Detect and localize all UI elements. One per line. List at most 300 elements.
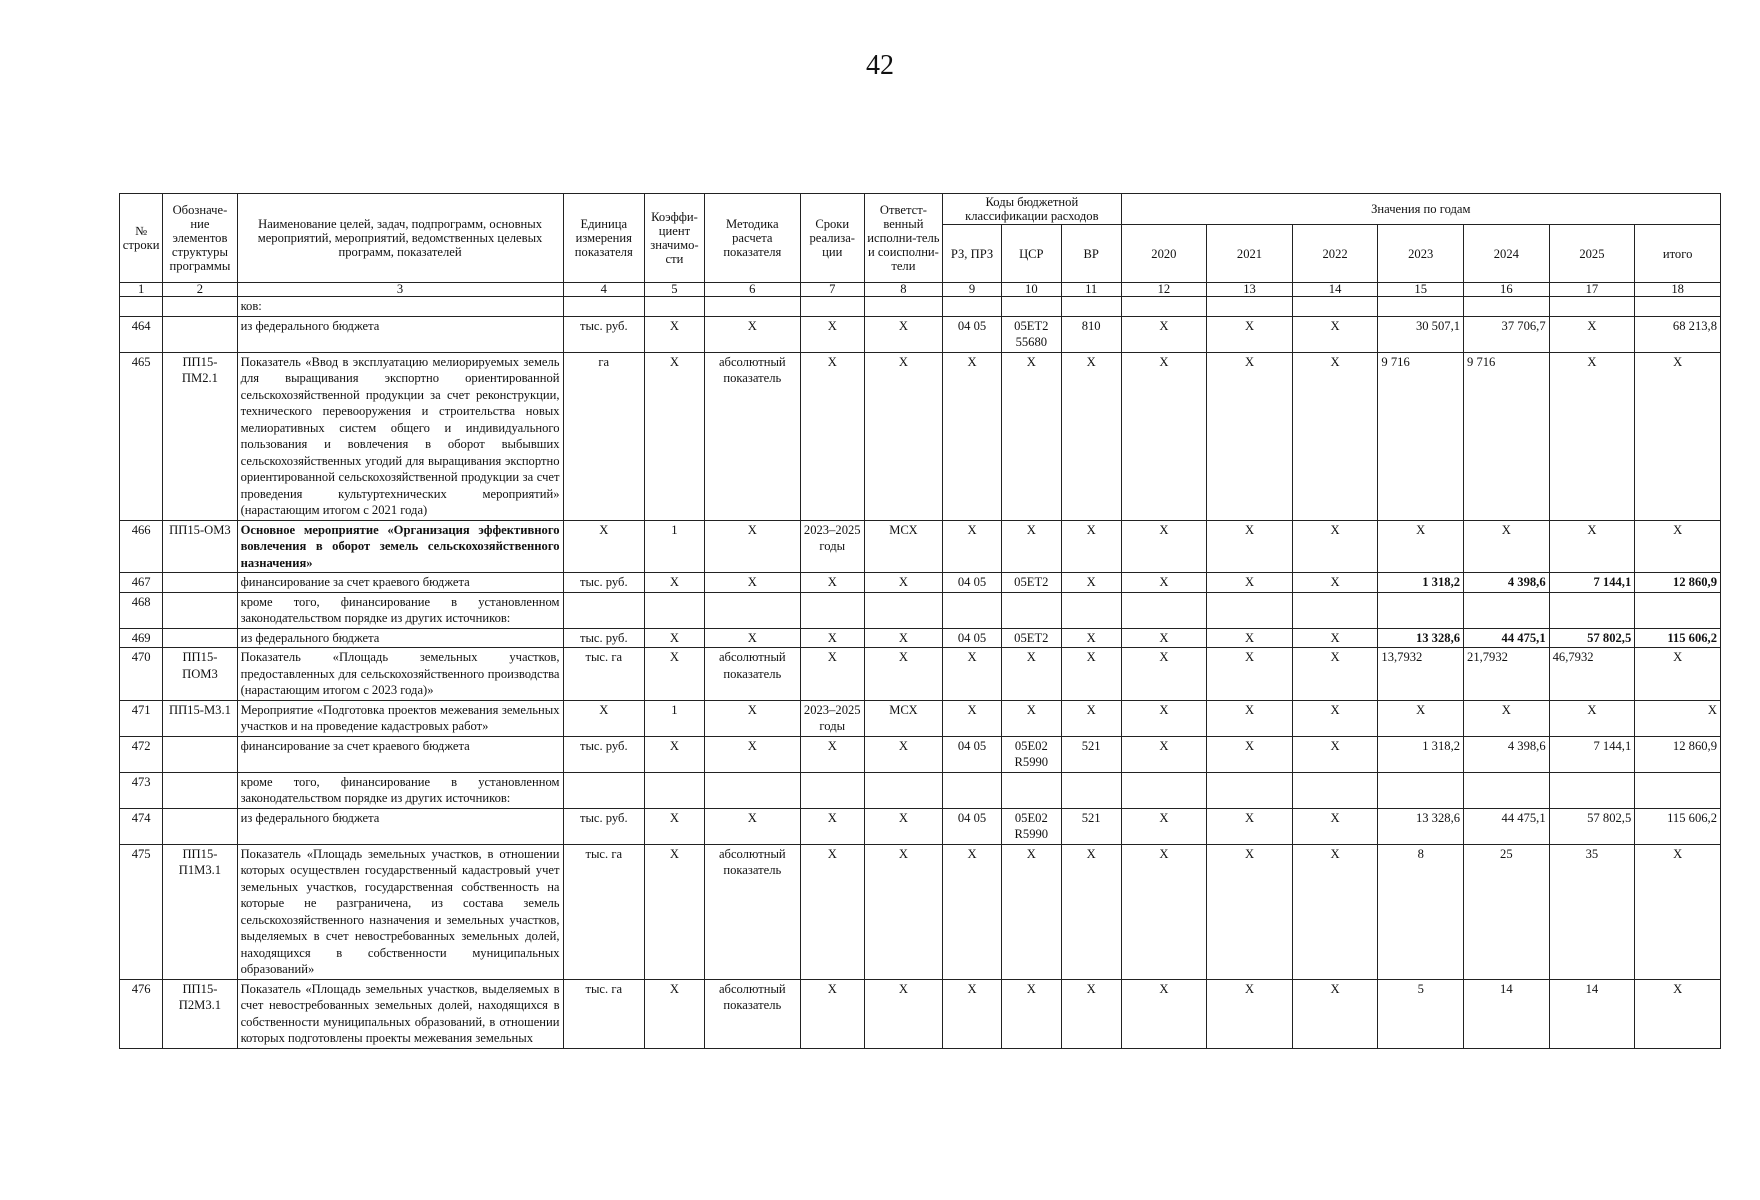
header-year: 2022 (1292, 225, 1378, 283)
cell-coefficient (645, 772, 705, 808)
column-number: 2 (163, 283, 237, 297)
cell-designation: ПП15-П2М3.1 (163, 979, 237, 1048)
cell-method: Х (704, 628, 800, 648)
cell-vr-code: Х (1061, 520, 1121, 573)
table-row (120, 297, 1721, 317)
cell-value-2020: Х (1121, 352, 1207, 520)
cell-unit: га (563, 352, 644, 520)
cell-item-name: кроме того, финансирование в установленном законодательством порядке из других источников: (237, 772, 563, 808)
column-numbers-row (120, 283, 1721, 297)
cell-value-2023: 13,7932 (1378, 648, 1464, 701)
cell-csr-code: 05Е02 R5990 (1001, 808, 1061, 844)
table-row (120, 700, 1721, 736)
cell-unit: тыс. руб. (563, 736, 644, 772)
cell-value-2021: Х (1207, 520, 1293, 573)
cell-vr-code: 521 (1061, 808, 1121, 844)
cell-value-2025 (1549, 772, 1635, 808)
cell-value-2024: 25 (1464, 844, 1550, 979)
cell-method: абсолютный показатель (704, 648, 800, 701)
cell-value-2025 (1549, 592, 1635, 628)
cell-row-number: 468 (120, 592, 163, 628)
header-unit: Единица измерения показателя (563, 194, 644, 283)
cell-item-name: Показатель «Ввод в эксплуатацию мелиорируемых земель для выращивания экспортно ориентированной сельскохозяйственной продукции за счет реконструкции, технического перевооружения и строительства новых мелиоративных систем общего и индивидуального пользования и вовлечения в оборот выбывших сельскохозяйственных угодий для выращивания экспортно ориентированной сельскохозяйственной продукции за счет проведения культуртехнических мероприятий» (нарастающим итогом с 2021 года) (237, 352, 563, 520)
cell-unit: тыс. руб. (563, 573, 644, 593)
cell-method: абсолютный показатель (704, 352, 800, 520)
cell-terms (800, 772, 864, 808)
cell-value-2023: 1 318,2 (1378, 736, 1464, 772)
header-year: 2024 (1464, 225, 1550, 283)
cell-value-2021 (1207, 297, 1293, 317)
cell-value-2021 (1207, 592, 1293, 628)
cell-rz-prz-code: 04 05 (943, 573, 1002, 593)
table-row (120, 808, 1721, 844)
cell-item-name: из федерального бюджета (237, 628, 563, 648)
cell-value-2025: Х (1549, 352, 1635, 520)
cell-value-total: Х (1635, 648, 1721, 701)
cell-item-name: финансирование за счет краевого бюджета (237, 573, 563, 593)
cell-value-2020: Х (1121, 520, 1207, 573)
cell-designation (163, 808, 237, 844)
cell-vr-code: Х (1061, 573, 1121, 593)
cell-row-number: 474 (120, 808, 163, 844)
cell-value-2025: 57 802,5 (1549, 808, 1635, 844)
column-number: 5 (645, 283, 705, 297)
header-rz-prz: РЗ, ПРЗ (943, 225, 1002, 283)
cell-rz-prz-code: Х (943, 700, 1002, 736)
cell-value-2021: Х (1207, 844, 1293, 979)
header-total: итого (1635, 225, 1721, 283)
cell-value-2023: 13 328,6 (1378, 808, 1464, 844)
cell-value-total (1635, 297, 1721, 317)
cell-rz-prz-code: 04 05 (943, 736, 1002, 772)
cell-coefficient: Х (645, 808, 705, 844)
cell-csr-code: Х (1001, 648, 1061, 701)
cell-row-number: 470 (120, 648, 163, 701)
cell-value-2025: 7 144,1 (1549, 736, 1635, 772)
cell-value-2025: Х (1549, 700, 1635, 736)
cell-value-2020: Х (1121, 808, 1207, 844)
cell-value-2023: 8 (1378, 844, 1464, 979)
cell-value-2022 (1292, 297, 1378, 317)
cell-value-2021: Х (1207, 648, 1293, 701)
cell-vr-code (1061, 592, 1121, 628)
header-row-no: № строки (120, 194, 163, 283)
cell-value-2020: Х (1121, 700, 1207, 736)
cell-coefficient: Х (645, 573, 705, 593)
cell-coefficient: Х (645, 628, 705, 648)
cell-value-2022: Х (1292, 520, 1378, 573)
cell-executor: Х (864, 736, 942, 772)
cell-executor: Х (864, 808, 942, 844)
cell-value-total: 68 213,8 (1635, 316, 1721, 352)
cell-csr-code: 05ЕТ2 (1001, 628, 1061, 648)
cell-rz-prz-code: Х (943, 352, 1002, 520)
cell-executor: МСХ (864, 700, 942, 736)
cell-value-total: Х (1635, 352, 1721, 520)
cell-terms: Х (800, 316, 864, 352)
cell-value-2025: 57 802,5 (1549, 628, 1635, 648)
cell-value-2024 (1464, 297, 1550, 317)
cell-csr-code (1001, 592, 1061, 628)
cell-value-total: 115 606,2 (1635, 808, 1721, 844)
table-row (120, 844, 1721, 979)
table-body (120, 297, 1721, 1049)
cell-value-2023 (1378, 772, 1464, 808)
cell-value-2020 (1121, 772, 1207, 808)
cell-rz-prz-code: Х (943, 520, 1002, 573)
cell-value-2025: 35 (1549, 844, 1635, 979)
table-row (120, 979, 1721, 1048)
cell-value-2023: Х (1378, 700, 1464, 736)
cell-value-total: Х (1635, 844, 1721, 979)
cell-rz-prz-code: 04 05 (943, 316, 1002, 352)
cell-value-2023: 30 507,1 (1378, 316, 1464, 352)
cell-value-2024: Х (1464, 520, 1550, 573)
header-name: Наименование целей, задач, подпрограмм, основных мероприятий, мероприятий, ведомственных целевых программ, показателей (237, 194, 563, 283)
cell-csr-code: 05Е02 R5990 (1001, 736, 1061, 772)
cell-value-2024: 44 475,1 (1464, 808, 1550, 844)
cell-value-2022: Х (1292, 352, 1378, 520)
cell-unit: тыс. га (563, 979, 644, 1048)
cell-terms: 2023–2025 годы (800, 700, 864, 736)
cell-rz-prz-code (943, 297, 1002, 317)
column-number: 8 (864, 283, 942, 297)
cell-vr-code: Х (1061, 979, 1121, 1048)
cell-value-2020: Х (1121, 628, 1207, 648)
header-year: 2020 (1121, 225, 1207, 283)
cell-terms: Х (800, 352, 864, 520)
column-number: 18 (1635, 283, 1721, 297)
column-number: 15 (1378, 283, 1464, 297)
cell-value-2020: Х (1121, 844, 1207, 979)
cell-coefficient: Х (645, 844, 705, 979)
cell-designation (163, 736, 237, 772)
cell-designation (163, 297, 237, 317)
header-year: 2021 (1207, 225, 1293, 283)
cell-executor (864, 592, 942, 628)
cell-value-2022: Х (1292, 628, 1378, 648)
cell-row-number: 473 (120, 772, 163, 808)
cell-value-2025: 14 (1549, 979, 1635, 1048)
cell-value-total: Х (1635, 979, 1721, 1048)
cell-method: Х (704, 736, 800, 772)
cell-vr-code: Х (1061, 844, 1121, 979)
cell-terms: Х (800, 648, 864, 701)
cell-rz-prz-code: Х (943, 844, 1002, 979)
cell-unit (563, 297, 644, 317)
header-year: 2025 (1549, 225, 1635, 283)
cell-row-number: 465 (120, 352, 163, 520)
cell-coefficient (645, 592, 705, 628)
table-row (120, 736, 1721, 772)
cell-unit: тыс. га (563, 844, 644, 979)
cell-value-total: Х (1635, 700, 1721, 736)
cell-value-2024: 9 716 (1464, 352, 1550, 520)
cell-coefficient: 1 (645, 700, 705, 736)
cell-value-2022 (1292, 592, 1378, 628)
cell-value-2021 (1207, 772, 1293, 808)
cell-row-number: 466 (120, 520, 163, 573)
cell-value-2024: 21,7932 (1464, 648, 1550, 701)
cell-method: Х (704, 573, 800, 593)
cell-unit (563, 772, 644, 808)
cell-value-2023 (1378, 297, 1464, 317)
cell-value-2024: 14 (1464, 979, 1550, 1048)
cell-value-2025: Х (1549, 520, 1635, 573)
cell-value-total: 115 606,2 (1635, 628, 1721, 648)
cell-unit: тыс. руб. (563, 316, 644, 352)
column-number: 11 (1061, 283, 1121, 297)
cell-value-2020: Х (1121, 979, 1207, 1048)
header-year: 2023 (1378, 225, 1464, 283)
cell-value-2023: 13 328,6 (1378, 628, 1464, 648)
cell-vr-code: 810 (1061, 316, 1121, 352)
cell-value-2022: Х (1292, 573, 1378, 593)
cell-item-name: кроме того, финансирование в установленном законодательством порядке из других источников: (237, 592, 563, 628)
cell-csr-code (1001, 297, 1061, 317)
cell-item-name: Показатель «Площадь земельных участков, предоставленных для сельскохозяйственного производства (нарастающим итогом с 2023 года)» (237, 648, 563, 701)
cell-terms: Х (800, 573, 864, 593)
cell-row-number (120, 297, 163, 317)
cell-value-2023: 5 (1378, 979, 1464, 1048)
cell-item-name: Основное мероприятие «Организация эффективного вовлечения в оборот земель сельскохозяйственного назначения» (237, 520, 563, 573)
cell-method (704, 592, 800, 628)
cell-executor: Х (864, 979, 942, 1048)
cell-value-total (1635, 772, 1721, 808)
cell-value-2025: 7 144,1 (1549, 573, 1635, 593)
cell-unit: Х (563, 700, 644, 736)
cell-csr-code: 05ЕТ2 (1001, 573, 1061, 593)
header-terms: Сроки реализа-ции (800, 194, 864, 283)
cell-row-number: 472 (120, 736, 163, 772)
cell-value-2021: Х (1207, 700, 1293, 736)
cell-csr-code: 05ЕТ2 55680 (1001, 316, 1061, 352)
cell-vr-code: 521 (1061, 736, 1121, 772)
column-number: 6 (704, 283, 800, 297)
cell-vr-code: Х (1061, 700, 1121, 736)
cell-method: абсолютный показатель (704, 979, 800, 1048)
cell-designation (163, 628, 237, 648)
cell-coefficient: 1 (645, 520, 705, 573)
cell-item-name: Показатель «Площадь земельных участков, выделяемых в счет невостребованных земельных долей, находящихся в собственности муниципальных образований, в отношении которых подготовлены проекты межевания земельных (237, 979, 563, 1048)
cell-row-number: 467 (120, 573, 163, 593)
cell-row-number: 471 (120, 700, 163, 736)
cell-rz-prz-code: 04 05 (943, 628, 1002, 648)
page-number: 42 (866, 50, 894, 81)
cell-value-2023: 9 716 (1378, 352, 1464, 520)
column-number: 1 (120, 283, 163, 297)
table-row (120, 520, 1721, 573)
cell-terms: Х (800, 808, 864, 844)
header-budget-codes: Коды бюджетной классификации расходов (943, 194, 1121, 225)
cell-terms (800, 592, 864, 628)
cell-executor (864, 297, 942, 317)
cell-value-2023: Х (1378, 520, 1464, 573)
column-number: 7 (800, 283, 864, 297)
cell-terms: Х (800, 736, 864, 772)
cell-vr-code: Х (1061, 628, 1121, 648)
cell-executor: Х (864, 316, 942, 352)
column-number: 3 (237, 283, 563, 297)
cell-unit (563, 592, 644, 628)
cell-designation: ПП15-ПОМ3 (163, 648, 237, 701)
cell-item-name: из федерального бюджета (237, 316, 563, 352)
cell-method: Х (704, 808, 800, 844)
cell-value-2022: Х (1292, 316, 1378, 352)
header-designation: Обозначе-ние элементов структуры программы (163, 194, 237, 283)
header-csr: ЦСР (1001, 225, 1061, 283)
cell-value-2022: Х (1292, 808, 1378, 844)
cell-designation: ПП15-ОМ3 (163, 520, 237, 573)
cell-value-2024 (1464, 592, 1550, 628)
cell-value-2025 (1549, 297, 1635, 317)
header-method: Методика расчета показателя (704, 194, 800, 283)
cell-row-number: 475 (120, 844, 163, 979)
cell-csr-code: Х (1001, 844, 1061, 979)
cell-csr-code: Х (1001, 520, 1061, 573)
cell-method (704, 297, 800, 317)
cell-designation (163, 316, 237, 352)
column-number: 16 (1464, 283, 1550, 297)
cell-vr-code: Х (1061, 648, 1121, 701)
column-number: 17 (1549, 283, 1635, 297)
cell-method: Х (704, 316, 800, 352)
column-number: 9 (943, 283, 1002, 297)
cell-row-number: 469 (120, 628, 163, 648)
cell-csr-code: Х (1001, 700, 1061, 736)
table-row (120, 352, 1721, 520)
cell-value-2022: Х (1292, 700, 1378, 736)
table-row (120, 772, 1721, 808)
cell-value-2022: Х (1292, 648, 1378, 701)
cell-item-name: Мероприятие «Подготовка проектов межевания земельных участков и на проведение кадастровых работ» (237, 700, 563, 736)
cell-value-2020 (1121, 592, 1207, 628)
cell-value-2024: 37 706,7 (1464, 316, 1550, 352)
table-header (120, 194, 1721, 297)
cell-rz-prz-code (943, 772, 1002, 808)
cell-terms: 2023–2025 годы (800, 520, 864, 573)
cell-value-total: Х (1635, 520, 1721, 573)
cell-method: Х (704, 700, 800, 736)
cell-value-2020 (1121, 297, 1207, 317)
cell-value-2022 (1292, 772, 1378, 808)
cell-item-name: из федерального бюджета (237, 808, 563, 844)
cell-terms (800, 297, 864, 317)
cell-value-2020: Х (1121, 648, 1207, 701)
column-number: 14 (1292, 283, 1378, 297)
cell-value-2022: Х (1292, 736, 1378, 772)
cell-vr-code: Х (1061, 352, 1121, 520)
cell-value-2021: Х (1207, 808, 1293, 844)
cell-value-2024 (1464, 772, 1550, 808)
cell-method: Х (704, 520, 800, 573)
cell-coefficient: Х (645, 979, 705, 1048)
cell-designation: ПП15-ПМ2.1 (163, 352, 237, 520)
cell-value-total: 12 860,9 (1635, 573, 1721, 593)
cell-value-2022: Х (1292, 979, 1378, 1048)
cell-rz-prz-code: Х (943, 648, 1002, 701)
cell-unit: тыс. руб. (563, 628, 644, 648)
cell-executor: Х (864, 352, 942, 520)
cell-terms: Х (800, 979, 864, 1048)
table-row (120, 592, 1721, 628)
column-number: 12 (1121, 283, 1207, 297)
cell-executor: МСХ (864, 520, 942, 573)
cell-value-2023: 1 318,2 (1378, 573, 1464, 593)
cell-value-2021: Х (1207, 316, 1293, 352)
program-indicators-table (119, 193, 1721, 1049)
cell-value-2024: Х (1464, 700, 1550, 736)
table-row (120, 628, 1721, 648)
cell-value-2020: Х (1121, 316, 1207, 352)
cell-unit: Х (563, 520, 644, 573)
cell-terms: Х (800, 628, 864, 648)
cell-value-2021: Х (1207, 736, 1293, 772)
cell-method (704, 772, 800, 808)
cell-coefficient: Х (645, 316, 705, 352)
cell-designation: ПП15-М3.1 (163, 700, 237, 736)
table-row (120, 573, 1721, 593)
table-row (120, 648, 1721, 701)
cell-item-name: ков: (237, 297, 563, 317)
column-number: 4 (563, 283, 644, 297)
header-executor: Ответст-венный исполни-тель и соисполни-тели (864, 194, 942, 283)
cell-rz-prz-code (943, 592, 1002, 628)
cell-designation (163, 592, 237, 628)
cell-coefficient (645, 297, 705, 317)
cell-unit: тыс. руб. (563, 808, 644, 844)
cell-value-2022: Х (1292, 844, 1378, 979)
cell-item-name: финансирование за счет краевого бюджета (237, 736, 563, 772)
cell-value-2024: 4 398,6 (1464, 573, 1550, 593)
cell-value-2021: Х (1207, 352, 1293, 520)
cell-coefficient: Х (645, 736, 705, 772)
cell-unit: тыс. га (563, 648, 644, 701)
cell-row-number: 464 (120, 316, 163, 352)
cell-designation (163, 772, 237, 808)
cell-value-2021: Х (1207, 979, 1293, 1048)
cell-coefficient: Х (645, 648, 705, 701)
cell-vr-code (1061, 297, 1121, 317)
cell-value-2024: 44 475,1 (1464, 628, 1550, 648)
cell-executor: Х (864, 648, 942, 701)
cell-value-2021: Х (1207, 573, 1293, 593)
cell-item-name: Показатель «Площадь земельных участков, в отношении которых осуществлен государственный кадастровый учет земельных участков, государственная собственность на которые не разграничена, из состава земель сельскохозяйственного назначения и земельных участков, выделяемых в счет невостребованных земельных долей, находящихся в собственности муниципальных образований» (237, 844, 563, 979)
cell-executor (864, 772, 942, 808)
column-number: 13 (1207, 283, 1293, 297)
cell-value-2020: Х (1121, 736, 1207, 772)
cell-csr-code: Х (1001, 979, 1061, 1048)
cell-value-2024: 4 398,6 (1464, 736, 1550, 772)
header-coef: Коэффи-циент значимо-сти (645, 194, 705, 283)
cell-value-2021: Х (1207, 628, 1293, 648)
cell-executor: Х (864, 844, 942, 979)
cell-value-2023 (1378, 592, 1464, 628)
cell-rz-prz-code: Х (943, 979, 1002, 1048)
column-number: 10 (1001, 283, 1061, 297)
cell-method: абсолютный показатель (704, 844, 800, 979)
cell-terms: Х (800, 844, 864, 979)
table-row (120, 316, 1721, 352)
cell-value-total (1635, 592, 1721, 628)
cell-designation (163, 573, 237, 593)
cell-csr-code: Х (1001, 352, 1061, 520)
cell-csr-code (1001, 772, 1061, 808)
cell-value-2025: 46,7932 (1549, 648, 1635, 701)
cell-value-2020: Х (1121, 573, 1207, 593)
header-values-by-year: Значения по годам (1121, 194, 1720, 225)
header-vr: ВР (1061, 225, 1121, 283)
